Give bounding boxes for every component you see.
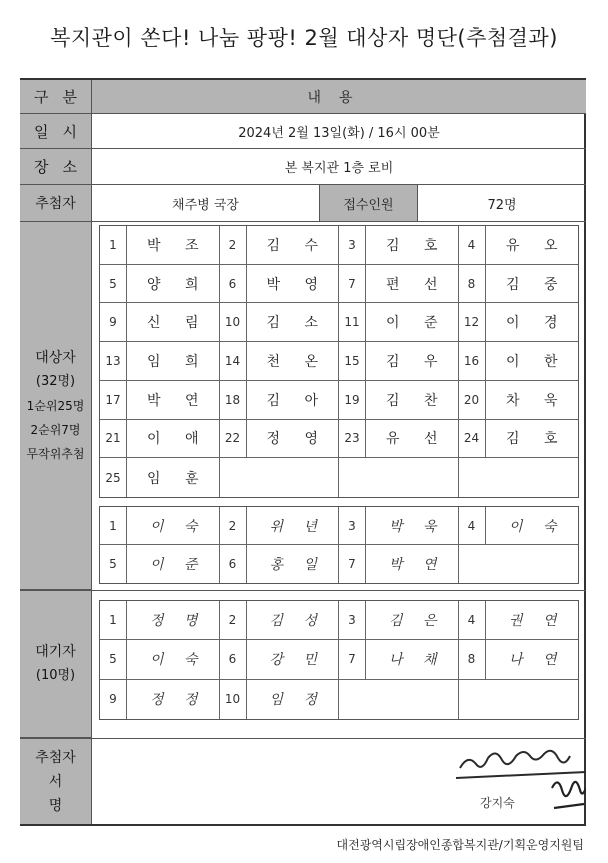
waiting-name: 정 명 [150,613,206,630]
priority1-cell [339,342,459,381]
waiting-label-line: (10명) [35,668,76,683]
waiting-name: 강 민 [269,652,325,669]
priority1-cell [459,265,579,304]
waiting-name: 권 연 [509,613,565,630]
content-header: 내용 [92,80,586,114]
drawer-value: 채주병 국장 [92,185,320,222]
priority2-name: 박 연 [389,557,445,573]
waiting-name: 김 성 [269,613,325,630]
priority1-name: 임 훈 [147,470,209,487]
priority2-number: 3 [339,507,366,544]
priority2-name: 홍 일 [269,557,325,573]
targets-label-line: 대상자 [35,349,76,366]
footer-org: 대전광역시립장애인종합복지관/기획운영지원팀 [336,838,584,852]
waiting-number: 8 [459,640,486,678]
targets-label-line: 1순위25명 [26,398,85,413]
priority1-number: 20 [459,381,486,419]
priority1-cell [100,381,220,420]
priority1-number: 14 [220,342,247,380]
place-label: 장소 [20,149,92,185]
signature-label [20,739,92,824]
date-value: 2024년 2월 13일(화) / 16시 00분 [92,114,586,149]
priority1-cell [100,265,220,304]
waiting-cell [100,680,220,719]
priority1-number [459,458,485,497]
priority1-cell [459,420,579,459]
priority1-cell [459,303,579,342]
priority1-number: 25 [100,458,127,497]
waiting-number [339,680,365,719]
priority1-name: 차 욱 [506,392,568,409]
priority2-number: 1 [100,507,127,544]
page-title: 복지관이 쏜다! 나눔 팡팡! 2월 대상자 명단(추첨결과) [50,26,558,50]
priority1-name: 양 희 [147,276,209,293]
priority1-cell [220,458,340,497]
priority1-name: 편 선 [386,276,448,293]
priority2-cell [100,545,220,583]
waiting-cell [220,640,340,679]
signature-area [92,738,586,826]
priority1-number: 12 [459,303,486,341]
waiting-number: 7 [339,640,366,678]
drawer-label: 추첨자 [20,185,92,222]
waiting-cell [100,640,220,679]
waiting-cell [100,601,220,640]
priority1-cell [220,265,340,304]
priority2-name: 위 년 [269,518,325,535]
priority1-cell [339,420,459,459]
priority1-cell [220,226,340,265]
priority1-number: 15 [339,342,366,380]
priority2-number [459,545,485,583]
priority1-name: 박 조 [147,237,209,254]
waiting-cell [339,680,459,719]
priority1-name: 신 림 [147,315,209,332]
targets-label-line: (32명) [35,373,76,389]
waiting-number: 10 [220,680,247,719]
priority1-name: 유 선 [386,431,448,448]
priority1-name: 박 연 [147,392,209,409]
priority1-number: 2 [220,226,247,264]
row-divider [20,590,586,591]
priority1-cell [100,226,220,265]
waiting-number: 1 [100,601,127,639]
date-label: 일시 [20,114,92,149]
priority2-cell [220,507,340,545]
priority1-number: 1 [100,226,127,264]
priority1-cell [220,342,340,381]
category-header: 구분 [20,80,92,114]
priority1-name: 김 우 [386,353,448,370]
priority1-name: 김 호 [386,237,448,254]
priority1-cell [339,265,459,304]
priority2-cell [100,507,220,545]
priority1-name: 천 온 [266,353,328,370]
priority1-name: 이 애 [147,431,209,448]
waiting-list [99,600,579,720]
waiting-name: 김 은 [389,613,445,630]
priority1-name: 김 소 [266,315,328,332]
priority1-name: 김 호 [506,431,568,448]
priority1-cell [220,303,340,342]
waiting-name: 이 숙 [150,652,206,669]
priority2-cell [220,545,340,583]
priority1-cell [339,381,459,420]
priority1-name: 김 아 [266,392,328,409]
priority2-list [99,506,579,584]
priority1-cell [339,226,459,265]
waiting-number: 5 [100,640,127,678]
place-value: 본 복지관 1층 로비 [92,149,586,185]
waiting-cell [339,601,459,640]
priority2-number: 2 [220,507,247,544]
priority1-cell [100,342,220,381]
drawer-signature-image [92,738,586,826]
targets-label-line: 2순위7명 [30,422,81,437]
priority1-cell [220,420,340,459]
priority2-cell [459,507,579,545]
priority2-name: 이 준 [150,557,206,573]
priority1-number: 10 [220,303,247,341]
priority1-name: 이 한 [506,353,568,370]
priority1-list [99,225,579,498]
priority1-number: 11 [339,303,366,341]
priority2-number: 4 [459,507,486,544]
priority1-cell [339,458,459,497]
priority1-number: 7 [339,265,366,303]
waiting-number: 2 [220,601,247,639]
priority2-cell [339,507,459,545]
priority2-number: 7 [339,545,366,583]
waiting-cell [459,601,579,640]
signature-label-line: 추첨자 [35,749,76,766]
waiting-cell [339,640,459,679]
waiting-cell [220,680,340,719]
priority2-cell [339,545,459,583]
priority2-name: 이 숙 [150,518,206,535]
priority1-number: 17 [100,381,127,419]
priority2-cell [459,545,579,583]
waiting-number: 3 [339,601,366,639]
waiting-name: 임 정 [269,692,325,709]
priority1-name: 김 찬 [386,392,448,409]
signer2-name: 강지숙 [480,796,515,810]
waiting-number [459,680,485,719]
priority1-name: 이 경 [506,315,568,332]
priority1-number: 21 [100,420,127,458]
priority1-number: 19 [339,381,366,419]
priority1-number: 24 [459,420,486,458]
waiting-cell [220,601,340,640]
priority2-number: 5 [100,545,127,583]
waiting-label-line: 대기자 [35,644,76,660]
priority2-number: 6 [220,545,247,583]
priority1-name: 임 희 [147,353,209,370]
priority1-number [339,458,365,497]
priority1-number: 5 [100,265,127,303]
priority1-number [220,458,246,497]
priority1-name: 유 오 [506,237,568,254]
priority1-number: 16 [459,342,486,380]
priority1-cell [459,381,579,420]
priority1-number: 18 [220,381,247,419]
waiting-name: 정 정 [150,692,206,709]
priority1-number: 22 [220,420,247,458]
priority1-name: 김 수 [266,237,328,254]
priority1-cell [459,342,579,381]
waiting-name: 나 채 [389,652,445,669]
priority1-name: 이 준 [386,315,448,332]
priority1-cell [100,303,220,342]
priority1-cell [459,226,579,265]
priority1-number: 6 [220,265,247,303]
priority1-number: 9 [100,303,127,341]
priority1-number: 13 [100,342,127,380]
waiting-label [20,591,92,738]
signature-label-line: 서 명 [48,773,73,814]
priority1-name: 박 영 [266,276,328,293]
participants-value: 72명 [418,185,586,222]
priority1-name: 정 영 [266,431,328,448]
priority1-number: 23 [339,420,366,458]
priority1-number: 3 [339,226,366,264]
waiting-number: 6 [220,640,247,678]
targets-label [20,222,92,590]
priority1-number: 8 [459,265,486,303]
participants-label: 접수인원 [320,185,418,222]
waiting-name: 나 연 [509,652,565,669]
priority1-cell [100,420,220,459]
priority1-cell [100,458,220,497]
targets-label-line: 무작위추첨 [26,446,85,461]
waiting-number: 9 [100,680,127,719]
priority1-cell [220,381,340,420]
priority2-name: 박 욱 [389,518,445,535]
priority1-cell [339,303,459,342]
priority1-name: 김 중 [506,276,568,293]
waiting-cell [459,640,579,679]
waiting-number: 4 [459,601,486,639]
priority2-name: 이 숙 [509,518,565,535]
priority1-number: 4 [459,226,486,264]
priority1-cell [459,458,579,497]
waiting-cell [459,680,579,719]
